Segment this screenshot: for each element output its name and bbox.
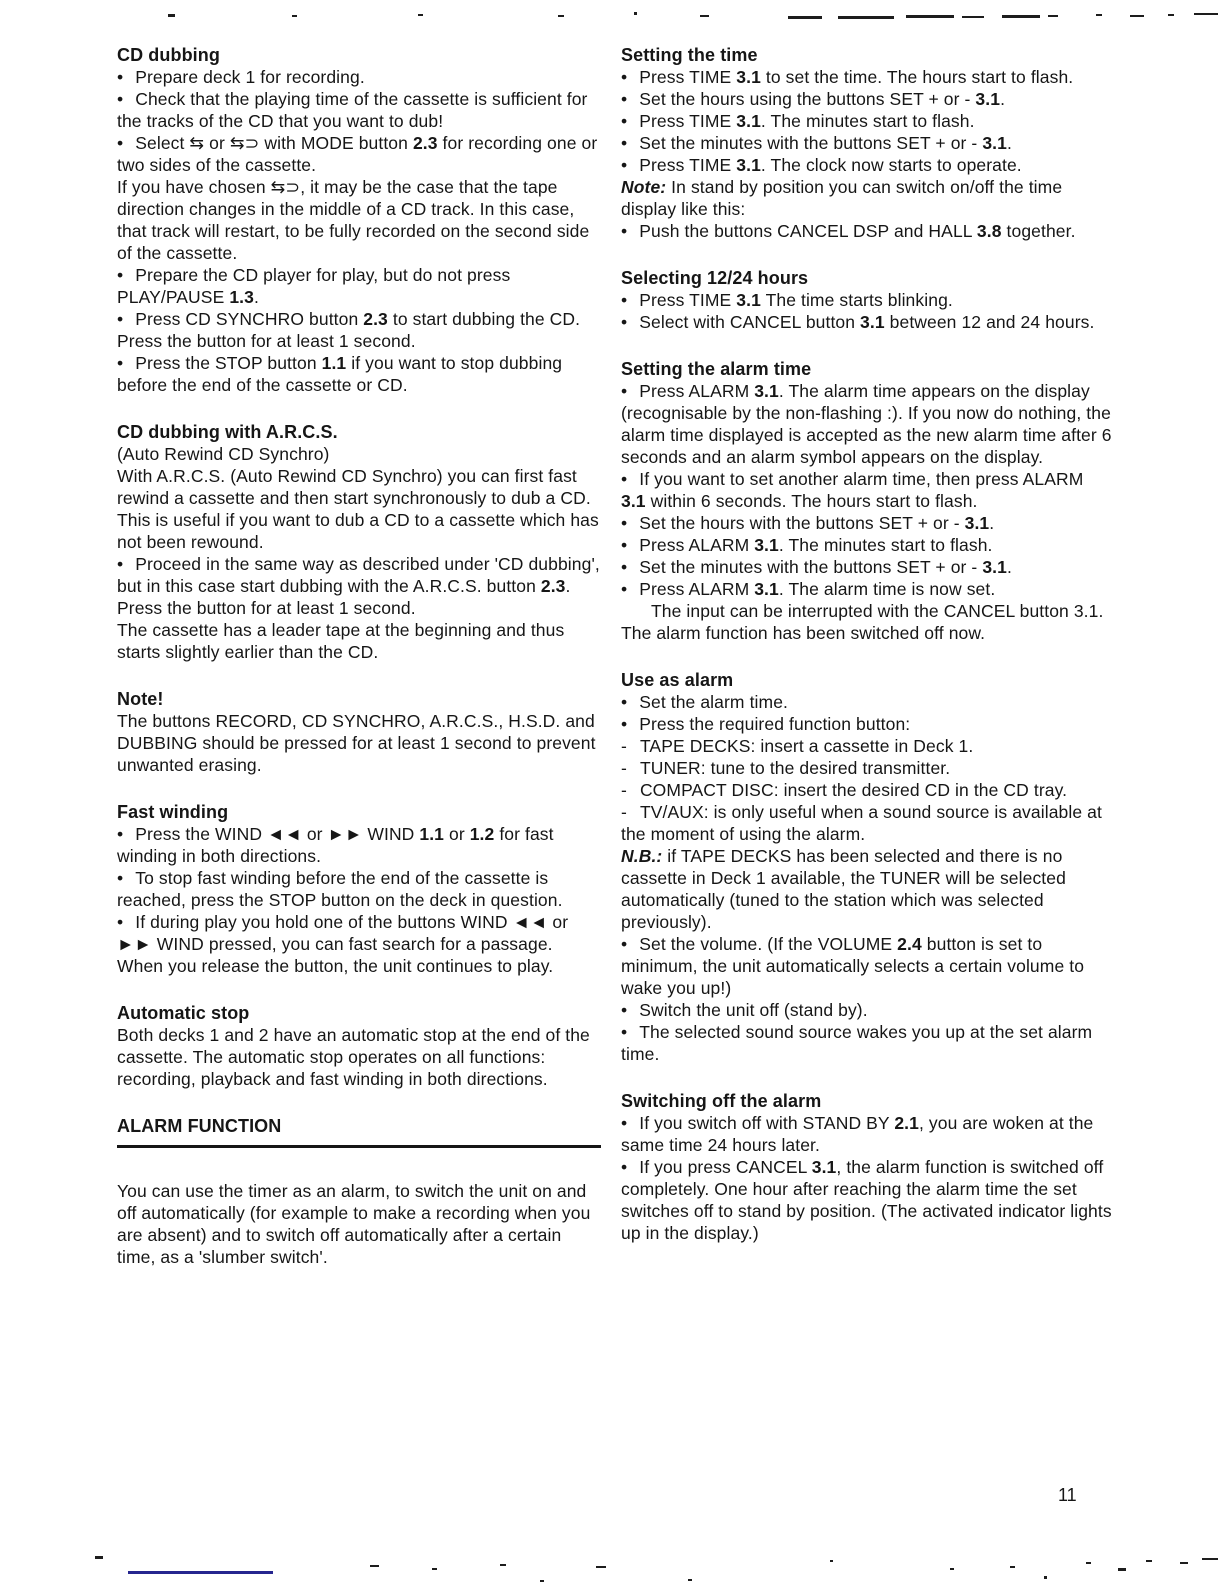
text-run: Press the required function button: (639, 714, 911, 734)
section-heading: CD dubbing (117, 45, 220, 65)
section-heading: Use as alarm (621, 670, 734, 690)
text-run: Prepare the CD player for play, but do not press PLAY/PAUSE (117, 265, 511, 307)
bullet-item (621, 154, 1113, 176)
dash-item (621, 779, 1113, 801)
section-heading: Setting the time (621, 45, 758, 65)
text-run: within 6 seconds. The hours start to flash. (645, 491, 978, 511)
scan-artifact (370, 1565, 379, 1567)
text-run: 3.1 (982, 557, 1007, 577)
text-run: . The alarm time is now set. (778, 579, 996, 599)
paragraph (621, 845, 1113, 933)
text-run: Prepare deck 1 for recording. (135, 67, 365, 87)
text-run: TAPE DECKS: insert a cassette in Deck 1. (639, 736, 974, 756)
bullet-item (621, 132, 1113, 154)
text-run: 2.4 (897, 934, 922, 954)
bullet-item (621, 999, 1113, 1021)
scan-artifact (830, 1560, 833, 1562)
bullet-item (621, 691, 1113, 713)
section-heading: Automatic stop (117, 1003, 250, 1023)
text-run: 3.8 (976, 221, 1002, 241)
text-run: Press TIME (639, 67, 737, 87)
text-run: together. (1001, 221, 1076, 241)
scan-artifact (95, 1556, 103, 1559)
text-run: Push the buttons CANCEL DSP and HALL (639, 221, 977, 241)
text-run: 3.1 (754, 535, 779, 555)
dash-marker: - (621, 736, 627, 756)
text-run: Proceed in the same way as described under 'CD dubbing', but in this case start dubbing with the A.R.C.S. button (117, 554, 600, 596)
section-selecting-12-24-hours (621, 267, 1113, 333)
bullet-item (621, 713, 1113, 735)
bullet-marker: • (621, 1157, 628, 1177)
text-run: . Press the button for at least 1 second. (117, 576, 571, 618)
text-run: , you are woken at the same time 24 hours later. (621, 1113, 1094, 1155)
scan-artifact (1002, 15, 1040, 18)
bullet-item (117, 66, 601, 88)
bullet-marker: • (117, 824, 124, 844)
scan-artifact (906, 15, 954, 18)
text-run: . (1006, 133, 1012, 153)
text-run: button is set to minimum, the unit automatically selects a certain volume to wake you up!) (621, 934, 1085, 998)
scan-artifact (700, 15, 709, 17)
text-run: If during play you hold one of the buttons WIND ◄◄ or ►► WIND pressed, you can fast search for a passage. When you release the button, the unit continues to play. (117, 912, 569, 976)
text-run: Check that the playing time of the cassette is sufficient for the tracks of the CD that you want to dub! (117, 89, 588, 131)
scan-artifact (1130, 15, 1144, 17)
bullet-item (117, 553, 601, 619)
scan-artifact (540, 1580, 544, 1582)
text-run: 3.1 (964, 513, 990, 533)
bullet-marker: • (117, 912, 124, 932)
text-run: Press the WIND ◄◄ or ►► WIND (135, 824, 420, 844)
text-run: The buttons RECORD, CD SYNCHRO, A.R.C.S., H.S.D. and DUBBING should be pressed for at least 1 second to prevent unwanted erasing. (117, 711, 596, 775)
text-run: Select ⇆ or ⇆⊃ with MODE button (135, 133, 413, 153)
bullet-marker: • (621, 714, 628, 734)
bullet-item (621, 534, 1113, 556)
bullet-marker: • (621, 1000, 628, 1020)
section-setting-the-alarm-time (621, 358, 1113, 644)
text-run: 2.1 (894, 1113, 919, 1133)
scan-artifact (596, 1566, 606, 1568)
text-run: or (444, 824, 470, 844)
text-run: . (1006, 557, 1012, 577)
text-run: . The clock now starts to operate. (760, 155, 1022, 175)
text-run: Note: (621, 177, 667, 197)
dash-item (621, 735, 1113, 757)
text-run: Set the hours with the buttons SET + or - (639, 513, 965, 533)
paragraph (117, 443, 601, 465)
bullet-marker: • (621, 381, 628, 401)
bullet-marker: • (621, 312, 628, 332)
text-run: The selected sound source wakes you up at the set alarm time. (621, 1022, 1093, 1064)
text-run: Set the volume. (If the VOLUME (639, 934, 898, 954)
bullet-marker: • (621, 1022, 628, 1042)
scan-artifact (500, 1564, 506, 1566)
text-run: Set the hours using the buttons SET + or - (639, 89, 976, 109)
paragraph (117, 465, 601, 553)
bullet-marker: • (621, 155, 628, 175)
scan-artifact (418, 14, 423, 16)
section-heading: Setting the alarm time (621, 359, 812, 379)
text-run: To stop fast winding before the end of the cassette is reached, press the STOP button on the deck in question. (117, 868, 563, 910)
text-run: If you have chosen ⇆⊃, it may be the case that the tape direction changes in the middle of a CD track. In this case, that track will restart, to be fully recorded on the second side of the cassette. (117, 177, 590, 263)
bullet-item (621, 66, 1113, 88)
bullet-marker: • (621, 557, 628, 577)
text-run: Both decks 1 and 2 have an automatic stop at the end of the cassette. The automatic stop operates on all functions: recording, playback and fast winding in both directions. (117, 1025, 590, 1089)
scan-artifact (432, 1568, 437, 1570)
text-run: if TAPE DECKS has been selected and there is no cassette in Deck 1 available, the TUNER will be selected automatically (tuned to the station which was selected previously). (621, 846, 1066, 932)
section-use-as-alarm (621, 669, 1113, 1065)
section-heading: Note! (117, 689, 164, 709)
bullet-item (621, 1156, 1113, 1244)
bullet-marker: • (117, 133, 124, 153)
text-run: N.B.: (621, 846, 663, 866)
text-run: Set the minutes with the buttons SET + or - (639, 133, 983, 153)
section-setting-the-time (621, 44, 1113, 242)
bullet-marker: • (621, 934, 628, 954)
bullet-item (621, 933, 1113, 999)
bullet-item (621, 110, 1113, 132)
bullet-item (117, 823, 601, 867)
text-run: Press ALARM (639, 381, 755, 401)
text-run: COMPACT DISC: insert the desired CD in the CD tray. (639, 780, 1068, 800)
text-run: if you want to stop dubbing before the end of the cassette or CD. (117, 353, 563, 395)
paragraph (117, 176, 601, 264)
text-run: Select with CANCEL button (639, 312, 861, 332)
text-run: 1.1 (321, 353, 347, 373)
text-run: Switch the unit off (stand by). (639, 1000, 868, 1020)
bullet-marker: • (621, 67, 628, 87)
text-run: 3.1 (982, 133, 1007, 153)
text-run: TV/AUX: is only useful when a sound source is available at the moment of using the alarm. (621, 802, 1102, 844)
bullet-marker: • (621, 111, 628, 131)
page-number: 11 (1058, 1485, 1077, 1505)
section-note (117, 688, 601, 776)
scan-artifact (1086, 1562, 1091, 1564)
scan-artifact (634, 12, 637, 15)
scan-artifact (962, 16, 984, 18)
text-run: 2.3 (363, 309, 388, 329)
dash-item (621, 801, 1113, 845)
text-run: 1.3 (229, 287, 254, 307)
text-run: 3.1 (975, 89, 1001, 109)
scan-artifact (1202, 1558, 1218, 1560)
dash-marker: - (621, 758, 627, 778)
text-run: . The minutes start to flash. (760, 111, 975, 131)
section-heading: Switching off the alarm (621, 1091, 822, 1111)
scan-artifact (688, 1579, 692, 1581)
bullet-marker: • (621, 535, 628, 555)
section-alarm-function (117, 1115, 601, 1268)
paragraph (621, 600, 1113, 644)
bullet-marker: • (621, 133, 628, 153)
text-run: Press TIME (639, 155, 737, 175)
text-run: for recording one or two sides of the cassette. (117, 133, 598, 175)
bullet-item (621, 1021, 1113, 1065)
text-run: With A.R.C.S. (Auto Rewind CD Synchro) you can first fast rewind a cassette and then start synchronously to dub a CD. This is useful if you want to dub a CD to a cassette which has not been rewound. (117, 466, 599, 552)
text-run: for fast winding in both directions. (117, 824, 554, 866)
section-heading: Fast winding (117, 802, 229, 822)
text-run: between 12 and 24 hours. (884, 312, 1095, 332)
text-run: Set the minutes with the buttons SET + or - (639, 557, 983, 577)
bullet-marker: • (117, 868, 124, 888)
scan-artifact (1168, 14, 1174, 16)
scan-artifact (1194, 13, 1218, 15)
scan-artifact (788, 16, 822, 19)
dash-marker: - (621, 780, 627, 800)
section-automatic-stop (117, 1002, 601, 1090)
right-column (621, 44, 1113, 1244)
bullet-item (621, 380, 1113, 468)
bullet-marker: • (117, 67, 124, 87)
scan-artifact (1180, 1562, 1188, 1564)
bullet-marker: • (621, 692, 628, 712)
text-run: to start dubbing the CD. Press the button for at least 1 second. (117, 309, 581, 351)
text-run: to set the time. The hours start to flash. (760, 67, 1074, 87)
text-run: Press ALARM (639, 535, 755, 555)
bullet-marker: • (117, 265, 124, 285)
text-run: Press CD SYNCHRO button (135, 309, 364, 329)
bullet-item (621, 578, 1113, 600)
bullet-marker: • (621, 579, 628, 599)
text-run: 3.1 (736, 155, 761, 175)
text-run: . (253, 287, 259, 307)
text-run: 3.1 (736, 290, 761, 310)
text-run: Press TIME (639, 111, 737, 131)
text-run: 3.1 (811, 1157, 837, 1177)
paragraph (621, 176, 1113, 220)
blue-underline-mark (128, 1571, 273, 1574)
scan-artifact (1146, 1560, 1152, 1562)
bullet-item (621, 311, 1113, 333)
text-run: If you switch off with STAND BY (639, 1113, 895, 1133)
text-run: If you want to set another alarm time, then press ALARM (639, 469, 1084, 489)
paragraph (117, 1180, 601, 1268)
text-run: . The minutes start to flash. (778, 535, 993, 555)
bullet-marker: • (117, 89, 124, 109)
underlined-heading-rule (117, 1115, 601, 1148)
text-run: . (1000, 89, 1006, 109)
dash-marker: - (621, 802, 627, 822)
scan-artifact (1044, 1576, 1047, 1579)
text-run: Press the STOP button (135, 353, 322, 373)
text-run: (Auto Rewind CD Synchro) (117, 444, 330, 464)
text-run: 3.1 (754, 579, 779, 599)
bullet-item (621, 512, 1113, 534)
text-run: The time starts blinking. (760, 290, 953, 310)
section-cd-dubbing (117, 44, 601, 396)
section-switching-off-the-alarm (621, 1090, 1113, 1244)
scan-artifact (292, 15, 297, 17)
text-run: 2.3 (412, 133, 438, 153)
section-heading: CD dubbing with A.R.C.S. (117, 422, 338, 442)
bullet-item (117, 308, 601, 352)
bullet-marker: • (621, 1113, 628, 1133)
text-run: Press TIME (639, 290, 737, 310)
text-run: You can use the timer as an alarm, to switch the unit on and off automatically (for example to make a recording when you are absent) and to switch off automatically after a certain time, as a 'slumber switch'. (117, 1181, 591, 1267)
text-run: 2.3 (540, 576, 566, 596)
text-run: Set the alarm time. (639, 692, 788, 712)
bullet-item (621, 1112, 1113, 1156)
scan-artifact (1096, 14, 1102, 16)
bullet-item (117, 132, 601, 176)
scan-artifact (1048, 15, 1058, 17)
text-run: Press ALARM (639, 579, 755, 599)
text-run: 3.1 (754, 381, 779, 401)
section-fast-winding (117, 801, 601, 977)
bullet-item (117, 352, 601, 396)
bullet-item (117, 88, 601, 132)
text-run: , the alarm function is switched off completely. One hour after reaching the alarm time the set switches off to stand by position. (The activated indicator lights up in the display.) (621, 1157, 1112, 1243)
bullet-marker: • (117, 554, 124, 574)
bullet-item (117, 264, 601, 308)
paragraph (117, 1024, 601, 1090)
bullet-marker: • (621, 89, 628, 109)
text-run: 3.1 (621, 491, 646, 511)
bullet-marker: • (621, 513, 628, 533)
scan-artifact (950, 1568, 954, 1570)
text-run: 3.1 (736, 67, 761, 87)
section-cd-dubbing-arcs (117, 421, 601, 663)
scan-artifact (1010, 1566, 1015, 1568)
scan-artifact (558, 15, 564, 17)
text-run: . The alarm time appears on the display (recognisable by the non-flashing :). If you now do nothing, the alarm time displayed is accepted as the new alarm time after 6 seconds and an alarm symbol appears on the display. (621, 381, 1112, 467)
left-column (117, 44, 601, 1268)
text-run: 1.1 (419, 824, 445, 844)
text-run: TUNER: tune to the desired transmitter. (639, 758, 951, 778)
bullet-marker: • (621, 469, 628, 489)
text-run: 3.1 (860, 312, 885, 332)
bullet-marker: • (117, 309, 124, 329)
bullet-marker: • (621, 221, 628, 241)
scan-artifact (838, 16, 894, 19)
text-run: 3.1 (736, 111, 761, 131)
text-run: The cassette has a leader tape at the beginning and thus starts slightly earlier than the CD. (117, 620, 565, 662)
text-run: . (989, 513, 995, 533)
bullet-item (621, 88, 1113, 110)
text-run: If you press CANCEL (639, 1157, 812, 1177)
bullet-item (117, 911, 601, 977)
bullet-item (117, 867, 601, 911)
paragraph (117, 710, 601, 776)
bullet-item (621, 468, 1113, 512)
bullet-item (621, 289, 1113, 311)
text-run: The input can be interrupted with the CANCEL button 3.1. The alarm function has been switched off now. (621, 601, 1104, 643)
bullet-item (621, 556, 1113, 578)
paragraph (117, 619, 601, 663)
bullet-marker: • (117, 353, 124, 373)
section-heading: ALARM FUNCTION (117, 1116, 282, 1136)
dash-item (621, 757, 1113, 779)
text-run: 1.2 (469, 824, 495, 844)
scan-artifact (1118, 1568, 1126, 1571)
bullet-marker: • (621, 290, 628, 310)
text-run: In stand by position you can switch on/off the time display like this: (621, 177, 1063, 219)
section-heading: Selecting 12/24 hours (621, 268, 809, 288)
bullet-item (621, 220, 1113, 242)
scan-artifact (168, 14, 175, 17)
